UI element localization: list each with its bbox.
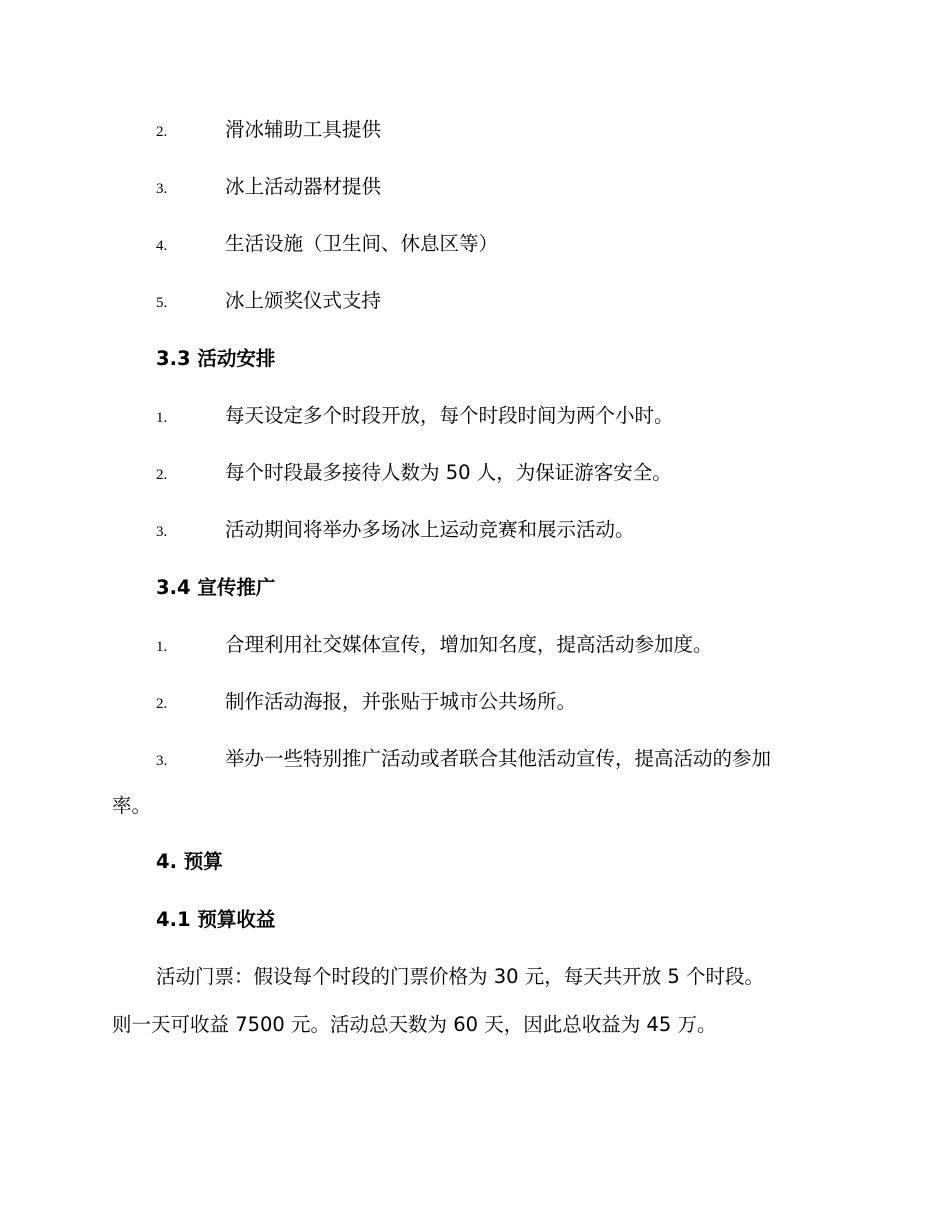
list-number: 2.	[156, 467, 168, 483]
list-text: 每个时段最多接待人数为 50 人，为保证游客安全。	[225, 461, 672, 484]
list-item	[0, 404, 950, 440]
list-text: 冰上颁奖仪式支持	[225, 289, 382, 312]
list-item	[0, 518, 950, 554]
section-heading-3-4: 3.4 宣传推广	[156, 576, 276, 599]
list-item	[0, 690, 950, 726]
list-text-continuation: 率。	[112, 794, 152, 817]
budget-paragraph-line-2: 则一天可收益 7500 元。活动总天数为 60 天，因此总收益为 45 万。	[112, 1013, 717, 1036]
list-item	[0, 461, 950, 497]
list-number: 3.	[156, 753, 168, 769]
list-number: 2.	[156, 124, 168, 140]
list-text: 滑冰辅助工具提供	[225, 118, 382, 141]
budget-paragraph-line-1: 活动门票：假设每个时段的门票价格为 30 元，每天共开放 5 个时段。	[156, 965, 765, 988]
list-item	[0, 289, 950, 325]
section-heading-4-1: 4.1 预算收益	[156, 908, 276, 931]
section-heading-4: 4. 预算	[156, 850, 223, 873]
list-number: 1.	[156, 639, 168, 655]
list-text: 合理利用社交媒体宣传，增加知名度，提高活动参加度。	[225, 633, 713, 656]
list-text: 冰上活动器材提供	[225, 175, 382, 198]
list-text: 每天设定多个时段开放，每个时段时间为两个小时。	[225, 404, 674, 427]
list-item	[0, 232, 950, 268]
list-number: 3.	[156, 524, 168, 540]
section-heading-3-3: 3.3 活动安排	[156, 347, 276, 370]
list-number: 5.	[156, 295, 168, 311]
list-item	[0, 175, 950, 211]
list-number: 1.	[156, 410, 168, 426]
list-number: 2.	[156, 696, 168, 712]
list-item	[0, 747, 950, 783]
list-number: 4.	[156, 238, 168, 254]
list-text: 活动期间将举办多场冰上运动竞赛和展示活动。	[225, 518, 635, 541]
list-text: 举办一些特别推广活动或者联合其他活动宣传，提高活动的参加	[225, 747, 772, 770]
list-number: 3.	[156, 181, 168, 197]
list-text: 制作活动海报，并张贴于城市公共场所。	[225, 690, 577, 713]
list-item	[0, 118, 950, 154]
list-item	[0, 633, 950, 669]
list-text: 生活设施（卫生间、休息区等）	[225, 232, 499, 255]
